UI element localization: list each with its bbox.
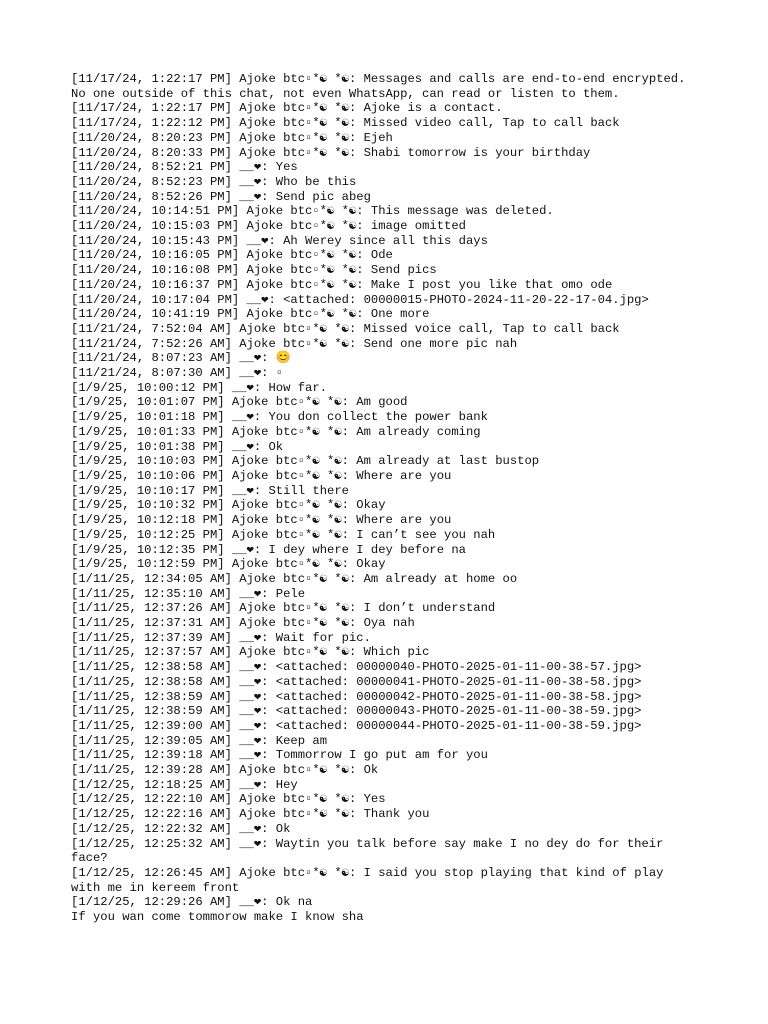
chat-line: [11/17/24, 1:22:17 PM] Ajoke btc▫*☯ *☯: Ajoke is a contact. — [71, 101, 503, 116]
chat-line: [1/9/25, 10:12:35 PM] __❤: I dey where I dey before na — [71, 542, 466, 557]
chat-line: [1/12/25, 12:22:16 AM] Ajoke btc▫*☯ *☯: Thank you — [71, 807, 430, 822]
chat-line: If you wan come tommorow make I know sha — [71, 910, 364, 925]
chat-line: [1/11/25, 12:37:39 AM] __❤: Wait for pic. — [71, 630, 371, 645]
chat-line: [1/9/25, 10:01:38 PM] __❤: Ok — [71, 439, 284, 454]
chat-line: [11/20/24, 10:16:08 PM] Ajoke btc▫*☯ *☯: Send pics — [71, 263, 437, 278]
chat-line: [11/21/24, 8:07:23 AM] __❤: 😊 — [71, 351, 291, 366]
chat-line: [11/20/24, 10:15:43 PM] __❤: Ah Werey since all this days — [71, 233, 488, 248]
chat-line: [11/20/24, 10:16:37 PM] Ajoke btc▫*☯ *☯: Make I post you like that omo ode — [71, 277, 613, 292]
chat-line: [1/9/25, 10:12:59 PM] Ajoke btc▫*☯ *☯: Okay — [71, 557, 386, 572]
chat-line: [11/20/24, 10:14:51 PM] Ajoke btc▫*☯ *☯: This message was deleted. — [71, 204, 554, 219]
chat-line: [1/11/25, 12:39:28 AM] Ajoke btc▫*☯ *☯: Ok — [71, 763, 379, 778]
chat-line: [11/20/24, 8:52:21 PM] __❤: Yes — [71, 160, 298, 175]
chat-line: [1/9/25, 10:10:03 PM] Ajoke btc▫*☯ *☯: Am already at last bustop — [71, 454, 540, 469]
chat-line: [11/20/24, 10:17:04 PM] __❤: <attached: 00000015-PHOTO-2024-11-20-22-17-04.jpg> — [71, 292, 649, 307]
chat-line: [1/11/25, 12:38:58 AM] __❤: <attached: 00000041-PHOTO-2025-01-11-00-38-58.jpg> — [71, 674, 642, 689]
chat-line: [1/11/25, 12:38:59 AM] __❤: <attached: 00000043-PHOTO-2025-01-11-00-38-59.jpg> — [71, 704, 642, 719]
chat-line: [1/9/25, 10:10:17 PM] __❤: Still there — [71, 483, 349, 498]
chat-line: [11/20/24, 8:20:23 PM] Ajoke btc▫*☯ *☯: Ejeh — [71, 130, 393, 145]
chat-line: [1/9/25, 10:12:25 PM] Ajoke btc▫*☯ *☯: I can’t see you nah — [71, 527, 496, 542]
chat-line: [1/12/25, 12:26:45 AM] Ajoke btc▫*☯ *☯: I said you stop playing that kind of play with me in kereem front — [71, 865, 671, 895]
chat-line: [11/21/24, 8:07:30 AM] __❤: ▫ — [71, 366, 284, 381]
chat-line: [1/11/25, 12:34:05 AM] Ajoke btc▫*☯ *☯: Am already at home oo — [71, 571, 518, 586]
chat-line: [1/11/25, 12:39:18 AM] __❤: Tommorrow I go put am for you — [71, 748, 488, 763]
chat-line: [11/21/24, 7:52:26 AM] Ajoke btc▫*☯ *☯: Send one more pic nah — [71, 336, 518, 351]
chat-line: [11/17/24, 1:22:12 PM] Ajoke btc▫*☯ *☯: Missed video call, Tap to call back — [71, 116, 620, 131]
chat-line: [1/9/25, 10:01:07 PM] Ajoke btc▫*☯ *☯: Am good — [71, 395, 408, 410]
chat-line: [1/9/25, 10:10:32 PM] Ajoke btc▫*☯ *☯: Okay — [71, 498, 386, 513]
chat-transcript — [71, 72, 691, 925]
chat-line: [1/11/25, 12:37:31 AM] Ajoke btc▫*☯ *☯: Oya nah — [71, 616, 415, 631]
chat-line: [11/20/24, 8:20:33 PM] Ajoke btc▫*☯ *☯: Shabi tomorrow is your birthday — [71, 145, 591, 160]
chat-line: [11/21/24, 7:52:04 AM] Ajoke btc▫*☯ *☯: Missed voice call, Tap to call back — [71, 321, 620, 336]
chat-line: [1/9/25, 10:00:12 PM] __❤: How far. — [71, 380, 328, 395]
chat-line: [11/20/24, 10:41:19 PM] Ajoke btc▫*☯ *☯: One more — [71, 307, 430, 322]
chat-line: [11/20/24, 8:52:26 PM] __❤: Send pic abeg — [71, 189, 371, 204]
chat-line: [1/12/25, 12:29:26 AM] __❤: Ok na — [71, 895, 313, 910]
chat-line: [1/12/25, 12:18:25 AM] __❤: Hey — [71, 777, 298, 792]
chat-line: [11/20/24, 10:16:05 PM] Ajoke btc▫*☯ *☯: Ode — [71, 248, 393, 263]
chat-line: [1/12/25, 12:25:32 AM] __❤: Waytin you talk before say make I no dey do for their face? — [71, 836, 671, 866]
chat-line: [1/11/25, 12:37:26 AM] Ajoke btc▫*☯ *☯: I don’t understand — [71, 601, 496, 616]
chat-line: [1/11/25, 12:35:10 AM] __❤: Pele — [71, 586, 306, 601]
chat-line: [11/20/24, 8:52:23 PM] __❤: Who be this — [71, 174, 357, 189]
chat-line: [11/17/24, 1:22:17 PM] Ajoke btc▫*☯ *☯: Messages and calls are end-to-end encrypted. No one outside of this chat, not even WhatsApp, can read or listen to them. — [71, 72, 693, 101]
chat-line: [1/11/25, 12:38:59 AM] __❤: <attached: 00000042-PHOTO-2025-01-11-00-38-58.jpg> — [71, 689, 642, 704]
chat-line: [1/12/25, 12:22:32 AM] __❤: Ok — [71, 821, 291, 836]
chat-line: [1/12/25, 12:22:10 AM] Ajoke btc▫*☯ *☯: Yes — [71, 792, 386, 807]
chat-line: [1/11/25, 12:39:00 AM] __❤: <attached: 00000044-PHOTO-2025-01-11-00-38-59.jpg> — [71, 718, 642, 733]
chat-line: [1/9/25, 10:10:06 PM] Ajoke btc▫*☯ *☯: Where are you — [71, 468, 452, 483]
chat-line: [1/9/25, 10:12:18 PM] Ajoke btc▫*☯ *☯: Where are you — [71, 513, 452, 528]
chat-line: [1/11/25, 12:38:58 AM] __❤: <attached: 00000040-PHOTO-2025-01-11-00-38-57.jpg> — [71, 660, 642, 675]
chat-line: [1/11/25, 12:39:05 AM] __❤: Keep am — [71, 733, 328, 748]
chat-line: [11/20/24, 10:15:03 PM] Ajoke btc▫*☯ *☯: image omitted — [71, 219, 466, 234]
chat-line: [1/9/25, 10:01:18 PM] __❤: You don collect the power bank — [71, 410, 488, 425]
chat-line: [1/9/25, 10:01:33 PM] Ajoke btc▫*☯ *☯: Am already coming — [71, 424, 481, 439]
chat-line: [1/11/25, 12:37:57 AM] Ajoke btc▫*☯ *☯: Which pic — [71, 645, 430, 660]
